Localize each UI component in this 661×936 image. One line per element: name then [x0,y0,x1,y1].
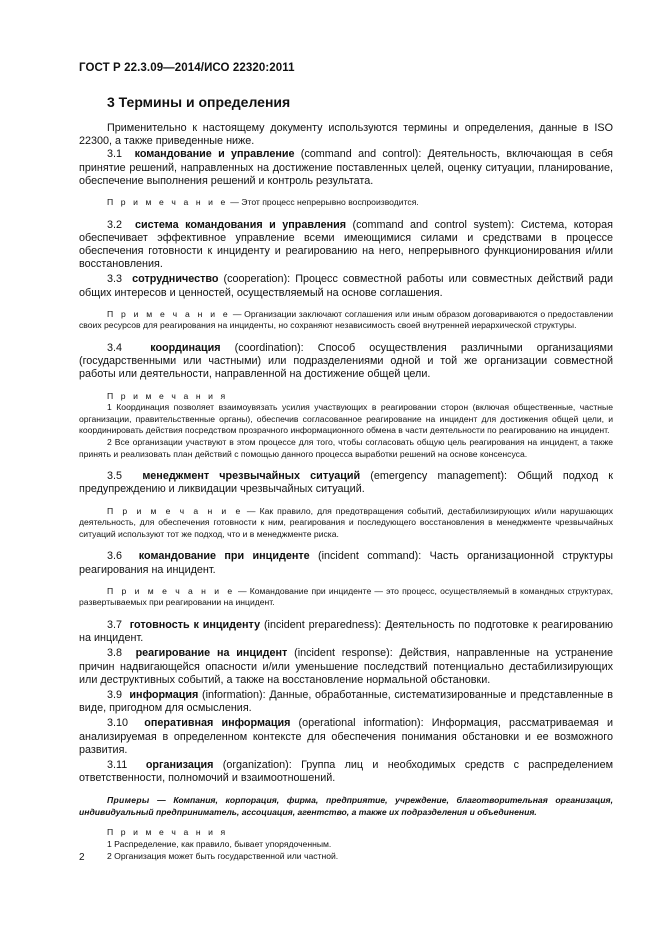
term-definition: (operational information): Информация, рассматриваемая и анализируемая в определенном контексте для обеспечения понимания обстановки и ее возможного развития. [79,717,613,756]
term-name: система командования и управления [135,218,347,231]
term-definition: (information): Данные, обработанные, систематизированные и представленные в виде, пригодном для осмысления. [79,688,613,715]
term-definition: (coordination): Способ осуществления различными организациями (государственными или частными) или подразделениями одной и той же организации совместной работы или деятельности, направленной на достижение общей цели. [79,342,613,381]
term-number: 3.2 [107,218,123,231]
term-definition: (incident command): Часть организационной структуры реагирования на инцидент. [79,550,613,576]
term-entry [79,470,613,496]
term-entry [79,342,613,382]
term-note: 2 Все организации участвуют в этом процессе для того, чтобы согласовать общую цель реагирования на инцидент, а также принять и реализовать план действий с помощью данного процесса выработки решений на основе консенсуса. [79,437,613,459]
term-definition: (emergency management): Общий подход к предупреждению и ликвидации чрезвычайных ситуаций. [79,470,613,496]
intro-paragraph: Применительно к настоящему документу используются термины и определения, данные в ISO 22300, а также приведенные ниже. [79,122,613,148]
note-text: Этот процесс непрерывно воспроизводится. [241,197,419,208]
term-definition: (organization): Группа лиц и необходимых средств с распределением ответственности, полномочий и взаимоотношений. [79,759,613,785]
term-entry [79,647,613,687]
term-definition: (command and control system): Система, которая обеспечивает эффективное управление всеми имеющимися силами и средствами в процессе обеспечения готовности к инциденту и реагированию на него, непрерывного функционирования и/или восстановления. [79,218,613,271]
term-name: оперативная информация [144,717,291,730]
section-title: 3 Термины и определения [107,94,291,110]
term-name: командование при инциденте [138,550,310,563]
term-number: 3.1 [107,148,123,161]
examples-label: Примеры [107,795,150,806]
term-number: 3.5 [107,470,123,483]
term-note: П р и м е ч а н и е — Как правило, для предотвращения событий, дестабилизирующих и/или нарушающих деятельность, для обеспечения готовности к ним, реагирования и последующего восстановления в менеджменте чрезвычайных ситуаций используют тот же подход, что и в менеджменте риска. [79,505,614,539]
term-number: 3.4 [107,342,123,355]
note-label: П р и м е ч а н и е [107,585,235,596]
term-definition: (cooperation): Процесс совместной работы или совместных действий ради общих интересов и ценностей, осуществляемый на основе соглашения. [79,273,613,299]
document-body [79,122,613,862]
term-entry [79,148,613,188]
examples-paragraph: Примеры — Компания, корпорация, фирма, предприятие, учреждение, благотворительная организация, индивидуальный предприниматель, ассоциация, агентство, а также их подразделения и объединения. [79,795,614,818]
term-note: 2 Организация может быть государственной или частной. [107,850,339,861]
term-note: 1 Распределение, как правило, бывает упорядоченным. [107,839,332,849]
note-text: Как правило, для предотвращения событий, дестабилизирующих и/или нарушающих деятельность, для обеспечения готовности к ним, реагирования и последующего восстановления в менеджменте чрезвычайных ситуаций используют тот же подход, что и в менеджменте риска. [79,505,614,539]
term-name: организация [145,759,214,771]
note-label: П р и м е ч а н и е [107,308,231,319]
document-header: ГОСТ Р 22.3.09—2014/ИСО 22320:2011 [79,62,295,74]
note-text: Организации заключают соглашения или иным образом договариваются о предоставлении своих ресурсов для реагирования на инциденты, но сохраняют независимость своей внутренней иерархической структуры. [79,308,613,331]
term-number: 3.10 [107,717,129,730]
term-name: информация [129,688,199,701]
note-label: П р и м е ч а н и е [107,505,243,516]
term-note: П р и м е ч а н и е — Командование при инциденте — это процесс, осуществляемый в командных структурах, развертываемых при реагировании на инцидент. [79,585,613,608]
term-number: 3.7 [107,618,123,631]
term-entry [79,689,613,715]
term-name: сотрудничество [132,273,219,286]
term-name: менеджмент чрезвычайных ситуаций [142,470,361,483]
examples-text: Компания, корпорация, фирма, предприятие, учреждение, благотворительная организация, индивидуальный предприниматель, ассоциация, агентство, а также их подразделения и объединения. [79,795,614,818]
term-entry [79,219,613,272]
notes-label: П р и м е ч а н и я [107,390,228,401]
term-name: готовность к инциденту [129,618,261,631]
term-number: 3.9 [107,688,123,701]
term-number: 3.3 [107,273,123,286]
notes-label: П р и м е ч а н и я [107,827,228,838]
term-note: П р и м е ч а н и е — Этот процесс непрерывно воспроизводится. [107,197,419,208]
term-entry [79,759,613,785]
term-number: 3.6 [107,550,123,563]
term-entry [79,550,613,576]
term-number: 3.8 [107,647,123,660]
term-definition: (incident preparedness): Деятельность по подготовке к реагированию на инцидент. [79,618,613,645]
note-text: Командование при инциденте — это процесс, осуществляемый в командных структурах, развертываемых при реагировании на инцидент. [79,585,613,608]
term-definition: (incident response): Действия, направленные на устранение причин надвигающейся опасности и/или уменьшение последствий потенциально дестабилизирующих или деструктивных событий, а также на восстановление нормальной обстановки. [79,647,614,686]
term-number: 3.11 [107,759,128,771]
term-name: реагирование на инцидент [135,647,288,660]
term-name: координация [150,342,221,355]
note-label: П р и м е ч а н и е [107,197,228,208]
term-definition: (command and control): Деятельность, включающая в себя принятие решений, направленных на достижение поставленных целей, оценку ситуации, планирование, обеспечение выполнения решений и контроль результата. [79,148,614,187]
page-number: 2 [79,852,85,863]
term-entry [79,273,613,299]
term-entry [79,717,613,757]
term-note: 1 Координация позволяет взаимоувязать усилия участвующих в реагировании сторон (включая общественные, частные организации, правительственные органы), обеспечив согласованное реагирование на инцидент для достижения общей цели, и координировать действия посредством прозрачного информационного обмена в части деятельности по реагированию на инцидент. [79,402,613,436]
term-entry [79,619,613,645]
term-name: командование и управление [134,148,295,161]
term-note: П р и м е ч а н и е — Организации заключают соглашения или иным образом договариваются о предоставлении своих ресурсов для реагирования на инциденты, но сохраняют независимость своей внутренней иерархической структуры. [79,308,613,331]
